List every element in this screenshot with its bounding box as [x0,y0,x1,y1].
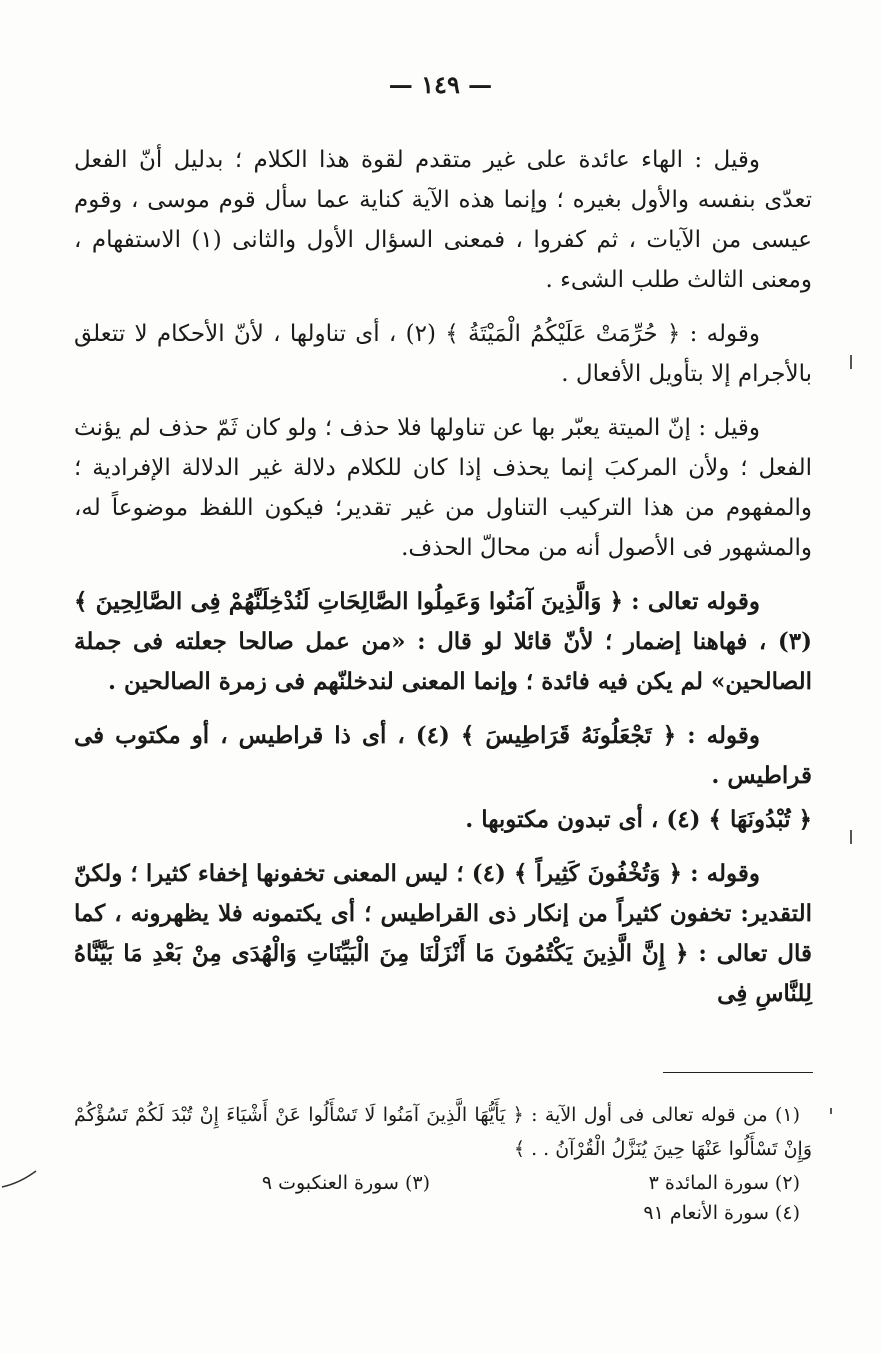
page-number: — ١٤٩ — [388,70,493,99]
paragraph: ﴿ تُبْدُونَهَا ﴾ (٤) ، أى تبدون مكتوبها . [465,806,812,833]
footnote-2: (٢) سورة المائدة ٣ [648,1172,800,1194]
footnote-refs [74,1168,812,1228]
margin-mark [850,830,852,844]
footnotes [74,1098,812,1228]
paragraph: وقيل : إنّ الميتة يعبّر بها عن تناولها فلا حذف ؛ ولو كان ثَمّ حذف لم يؤنث الفعل ؛ ولأن المركبَ إنما يحذف إذا كان للكلام دلالة غير الدلالة الإفرادية ؛ والمفهوم من هذا التركيب التناول من غير تقدير؛ فيكون اللفظ موضوعاً له، والمشهور فى الأصول أنه من محالّ الحذف. [74,415,812,561]
main-text [74,140,812,1028]
footnote-divider [663,1072,813,1073]
paragraph: وقوله : ﴿ حُرِّمَتْ عَلَيْكُمُ الْمَيْتَةُ ﴾ (٢) ، أى تناولها ، لأنّ الأحكام لا تتعلق بالأجرام إلا بتأويل الأفعال . [74,321,812,387]
margin-mark [850,355,852,369]
paragraph: وقوله : ﴿ وَتُخْفُونَ كَثِيراً ﴾ (٤) ؛ ليس المعنى تخفونها إخفاء كثيرا ؛ ولكنّ التقدير: تخفون كثيراً من إنكار ذى القراطيس ؛ أى يكتمونه فلا يظهرونه ، كما قال تعالى : ﴿ إِنَّ الَّذِينَ يَكْتُمُونَ مَا أَنْزَلْنَا مِنَ الْبَيِّنَاتِ وَالْهُدَى مِنْ بَعْدِ مَا بَيَّنَّاهُ لِلنَّاسِ فِى [74,860,812,1007]
footnote-4: (٤) سورة الأنعام ٩١ [643,1202,800,1224]
paragraph: وقيل : الهاء عائدة على غير متقدم لقوة هذا الكلام ؛ بدليل أنّ الفعل تعدّى بنفسه والأول بغيره ؛ وإنما هذه الآية كناية عما سأل قوم موسى ، وقوم عيسى من الآيات ، ثم كفروا ، فمعنى السؤال الأول والثانى (١) الاستفهام ، ومعنى الثالث طلب الشىء . [74,147,812,293]
paragraph: وقوله تعالى : ﴿ وَالَّذِينَ آمَنُوا وَعَمِلُوا الصَّالِحَاتِ لَنُدْخِلَنَّهُمْ فِى الصَّالِحِينَ ﴾ (٣) ، فهاهنا إضمار ؛ لأنّ قائلا لو قال : «من عمل صالحا جعلته فى جملة الصالحين» لم يكن فيه فائدة ؛ وإنما المعنى لندخلنّهم فى زمرة الصالحين . [74,588,812,695]
paragraph: وقوله : ﴿ تَجْعَلُونَهُ قَرَاطِيسَ ﴾ (٤) ، أى ذا قراطيس ، أو مكتوب فى قراطيس . [74,722,812,789]
footnote-1: (١) من قوله تعالى فى أول الآية : ﴿ يَأَيُّهَا الَّذِينَ آمَنُوا لَا تَسْأَلُوا عَنْ أَشْيَاءَ إِنْ تُبْدَ لَكُمْ تَسُؤْكُمْ وَإِنْ تَسْأَلُوا عَنْهَا حِينَ يُنَزَّلُ الْقُرْآنُ . . ﴾ [74,1104,812,1160]
footnote-3: (٣) سورة العنكبوت ٩ [261,1172,430,1194]
margin-mark [830,1108,832,1114]
edge-scratch [0,1155,40,1195]
